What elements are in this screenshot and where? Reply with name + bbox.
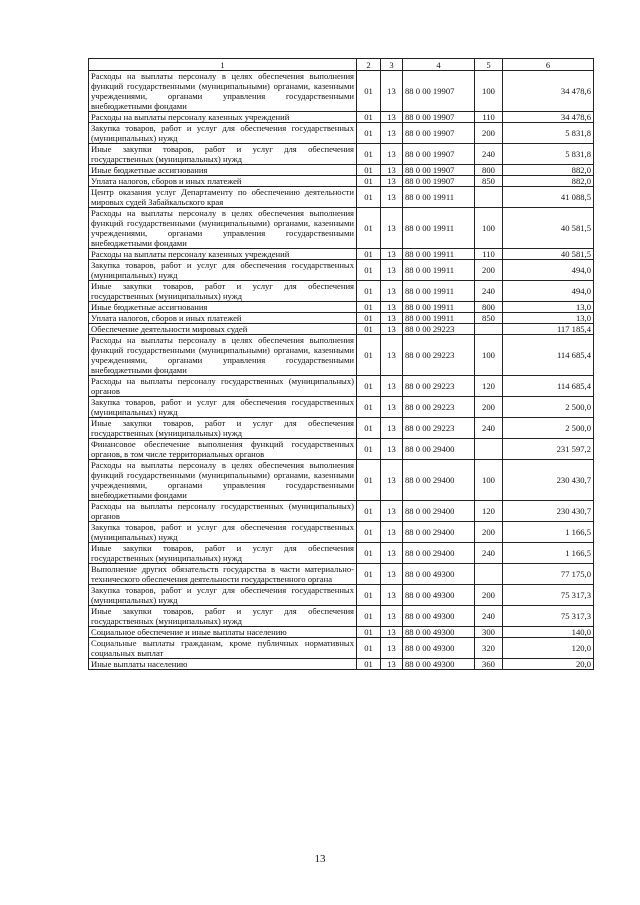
row-section-cell: 01 (357, 335, 381, 376)
row-subsection-cell: 13 (381, 313, 403, 324)
row-name-cell: Расходы на выплаты персоналу в целях обеспечения выполнения функций государственными (муниципальными) органами, казенными учреждениями, органами управления государственными внебюджетными фондами (89, 460, 357, 501)
table-row (89, 397, 594, 418)
row-expense-type-cell (475, 187, 503, 208)
table-row (89, 324, 594, 335)
row-amount-cell: 41 088,5 (503, 187, 594, 208)
row-amount-cell: 882,0 (503, 165, 594, 176)
row-expense-type-cell: 800 (475, 302, 503, 313)
row-subsection-cell: 13 (381, 439, 403, 460)
row-target-item-cell: 88 0 00 19911 (403, 302, 475, 313)
table-row (89, 302, 594, 313)
row-name-cell: Расходы на выплаты персоналу в целях обеспечения выполнения функций государственными (муниципальными) органами, казенными учреждениями, органами управления государственными внебюджетными фондами (89, 71, 357, 112)
row-subsection-cell: 13 (381, 638, 403, 659)
row-target-item-cell: 88 0 00 19911 (403, 281, 475, 302)
row-amount-cell: 494,0 (503, 260, 594, 281)
row-section-cell: 01 (357, 522, 381, 543)
row-subsection-cell: 13 (381, 418, 403, 439)
header-cell-section: 2 (357, 59, 381, 71)
table-row (89, 71, 594, 112)
row-target-item-cell: 88 0 00 49300 (403, 606, 475, 627)
row-subsection-cell: 13 (381, 71, 403, 112)
row-subsection-cell: 13 (381, 376, 403, 397)
row-section-cell: 01 (357, 313, 381, 324)
header-cell-expense-type: 5 (475, 59, 503, 71)
table-row (89, 187, 594, 208)
row-amount-cell: 1 166,5 (503, 543, 594, 564)
row-section-cell: 01 (357, 376, 381, 397)
table-row (89, 564, 594, 585)
row-name-cell: Обеспечение деятельности мировых судей (89, 324, 357, 335)
row-expense-type-cell: 110 (475, 112, 503, 123)
row-section-cell: 01 (357, 324, 381, 335)
row-expense-type-cell: 100 (475, 335, 503, 376)
table-row (89, 439, 594, 460)
row-name-cell: Социальные выплаты гражданам, кроме публичных нормативных социальных выплат (89, 638, 357, 659)
row-section-cell: 01 (357, 418, 381, 439)
row-expense-type-cell: 850 (475, 313, 503, 324)
table-row (89, 260, 594, 281)
row-target-item-cell: 88 0 00 19911 (403, 208, 475, 249)
row-expense-type-cell: 110 (475, 249, 503, 260)
row-section-cell: 01 (357, 501, 381, 522)
row-name-cell: Расходы на выплаты персоналу в целях обеспечения выполнения функций государственными (муниципальными) органами, казенными учреждениями, органами управления государственными внебюджетными фондами (89, 335, 357, 376)
row-subsection-cell: 13 (381, 397, 403, 418)
row-target-item-cell: 88 0 00 19911 (403, 249, 475, 260)
row-section-cell: 01 (357, 659, 381, 670)
row-section-cell: 01 (357, 165, 381, 176)
row-section-cell: 01 (357, 460, 381, 501)
row-subsection-cell: 13 (381, 165, 403, 176)
row-target-item-cell: 88 0 00 19907 (403, 123, 475, 144)
row-amount-cell: 34 478,6 (503, 71, 594, 112)
page-number: 13 (314, 853, 326, 865)
row-name-cell: Иные закупки товаров, работ и услуг для обеспечения государственных (муниципальных) нужд (89, 418, 357, 439)
row-amount-cell: 40 581,5 (503, 249, 594, 260)
row-target-item-cell: 88 0 00 29400 (403, 501, 475, 522)
row-subsection-cell: 13 (381, 123, 403, 144)
row-subsection-cell: 13 (381, 460, 403, 501)
row-target-item-cell: 88 0 00 19907 (403, 176, 475, 187)
table-row (89, 123, 594, 144)
row-subsection-cell: 13 (381, 627, 403, 638)
row-subsection-cell: 13 (381, 249, 403, 260)
row-subsection-cell: 13 (381, 208, 403, 249)
row-name-cell: Закупка товаров, работ и услуг для обеспечения государственных (муниципальных) нужд (89, 123, 357, 144)
row-amount-cell: 494,0 (503, 281, 594, 302)
row-section-cell: 01 (357, 302, 381, 313)
row-amount-cell: 231 597,2 (503, 439, 594, 460)
row-subsection-cell: 13 (381, 543, 403, 564)
row-subsection-cell: 13 (381, 144, 403, 165)
row-target-item-cell: 88 0 00 49300 (403, 627, 475, 638)
row-subsection-cell: 13 (381, 585, 403, 606)
row-name-cell: Выполнение других обязательств государства в части материально-технического обеспечения деятельности государственного органа (89, 564, 357, 585)
row-name-cell: Иные закупки товаров, работ и услуг для обеспечения государственных (муниципальных) нужд (89, 144, 357, 165)
row-target-item-cell: 88 0 00 49300 (403, 659, 475, 670)
row-amount-cell: 75 317,3 (503, 585, 594, 606)
row-subsection-cell: 13 (381, 564, 403, 585)
table-row (89, 606, 594, 627)
row-subsection-cell: 13 (381, 659, 403, 670)
row-target-item-cell: 88 0 00 19907 (403, 165, 475, 176)
row-name-cell: Уплата налогов, сборов и иных платежей (89, 313, 357, 324)
row-target-item-cell: 88 0 00 29400 (403, 460, 475, 501)
row-expense-type-cell: 100 (475, 460, 503, 501)
row-expense-type-cell: 200 (475, 522, 503, 543)
header-cell-target-item: 4 (403, 59, 475, 71)
row-subsection-cell: 13 (381, 187, 403, 208)
row-amount-cell: 2 500,0 (503, 418, 594, 439)
row-amount-cell: 230 430,7 (503, 501, 594, 522)
row-amount-cell: 120,0 (503, 638, 594, 659)
table-row (89, 144, 594, 165)
row-expense-type-cell: 800 (475, 165, 503, 176)
row-name-cell: Иные закупки товаров, работ и услуг для обеспечения государственных (муниципальных) нужд (89, 606, 357, 627)
table-row (89, 627, 594, 638)
row-expense-type-cell: 200 (475, 585, 503, 606)
table-row (89, 543, 594, 564)
header-cell-amount: 6 (503, 59, 594, 71)
table-row (89, 249, 594, 260)
row-section-cell: 01 (357, 260, 381, 281)
row-subsection-cell: 13 (381, 324, 403, 335)
table-body (89, 71, 594, 670)
row-target-item-cell: 88 0 00 49300 (403, 585, 475, 606)
row-section-cell: 01 (357, 543, 381, 564)
table-row (89, 281, 594, 302)
row-section-cell: 01 (357, 71, 381, 112)
row-section-cell: 01 (357, 123, 381, 144)
row-subsection-cell: 13 (381, 176, 403, 187)
row-target-item-cell: 88 0 00 29223 (403, 335, 475, 376)
row-name-cell: Расходы на выплаты персоналу казенных учреждений (89, 249, 357, 260)
header-row (89, 59, 594, 71)
row-name-cell: Иные бюджетные ассигнования (89, 302, 357, 313)
row-section-cell: 01 (357, 564, 381, 585)
row-section-cell: 01 (357, 249, 381, 260)
row-target-item-cell: 88 0 00 29223 (403, 418, 475, 439)
row-name-cell: Иные выплаты населению (89, 659, 357, 670)
row-expense-type-cell: 200 (475, 260, 503, 281)
table-row (89, 313, 594, 324)
row-expense-type-cell: 200 (475, 123, 503, 144)
row-target-item-cell: 88 0 00 19911 (403, 187, 475, 208)
table-row (89, 501, 594, 522)
table-row (89, 522, 594, 543)
table-row (89, 460, 594, 501)
table-row (89, 376, 594, 397)
row-amount-cell: 2 500,0 (503, 397, 594, 418)
row-subsection-cell: 13 (381, 302, 403, 313)
row-name-cell: Социальное обеспечение и иные выплаты населению (89, 627, 357, 638)
row-expense-type-cell: 240 (475, 418, 503, 439)
row-subsection-cell: 13 (381, 281, 403, 302)
row-subsection-cell: 13 (381, 335, 403, 376)
row-section-cell: 01 (357, 144, 381, 165)
table-row (89, 418, 594, 439)
row-name-cell: Закупка товаров, работ и услуг для обеспечения государственных (муниципальных) нужд (89, 585, 357, 606)
row-subsection-cell: 13 (381, 260, 403, 281)
row-name-cell: Уплата налогов, сборов и иных платежей (89, 176, 357, 187)
row-amount-cell: 13,0 (503, 313, 594, 324)
row-name-cell: Расходы на выплаты персоналу казенных учреждений (89, 112, 357, 123)
row-name-cell: Расходы на выплаты персоналу государственных (муниципальных) органов (89, 376, 357, 397)
table-row (89, 659, 594, 670)
row-section-cell: 01 (357, 176, 381, 187)
row-amount-cell: 77 175,0 (503, 564, 594, 585)
row-target-item-cell: 88 0 00 29223 (403, 376, 475, 397)
table-row (89, 176, 594, 187)
row-expense-type-cell: 360 (475, 659, 503, 670)
row-subsection-cell: 13 (381, 522, 403, 543)
row-amount-cell: 140,0 (503, 627, 594, 638)
row-target-item-cell: 88 0 00 19907 (403, 71, 475, 112)
row-expense-type-cell (475, 324, 503, 335)
row-expense-type-cell: 100 (475, 71, 503, 112)
row-section-cell: 01 (357, 281, 381, 302)
row-subsection-cell: 13 (381, 112, 403, 123)
row-target-item-cell: 88 0 00 19911 (403, 260, 475, 281)
row-target-item-cell: 88 0 00 19911 (403, 313, 475, 324)
row-expense-type-cell (475, 439, 503, 460)
table-row (89, 638, 594, 659)
row-name-cell: Закупка товаров, работ и услуг для обеспечения государственных (муниципальных) нужд (89, 260, 357, 281)
row-expense-type-cell: 240 (475, 281, 503, 302)
row-name-cell: Иные бюджетные ассигнования (89, 165, 357, 176)
row-expense-type-cell: 200 (475, 397, 503, 418)
row-expense-type-cell: 100 (475, 208, 503, 249)
row-expense-type-cell: 320 (475, 638, 503, 659)
row-target-item-cell: 88 0 00 29400 (403, 543, 475, 564)
row-section-cell: 01 (357, 585, 381, 606)
row-target-item-cell: 88 0 00 49300 (403, 564, 475, 585)
row-amount-cell: 13,0 (503, 302, 594, 313)
row-subsection-cell: 13 (381, 501, 403, 522)
row-target-item-cell: 88 0 00 29223 (403, 324, 475, 335)
header-cell-name: 1 (89, 59, 357, 71)
row-name-cell: Иные закупки товаров, работ и услуг для обеспечения государственных (муниципальных) нужд (89, 543, 357, 564)
row-amount-cell: 1 166,5 (503, 522, 594, 543)
table-row (89, 165, 594, 176)
table-header (89, 59, 594, 71)
table-row (89, 585, 594, 606)
row-name-cell: Финансовое обеспечение выполнения функций государственных органов, в том числе территориальных органов (89, 439, 357, 460)
row-amount-cell: 40 581,5 (503, 208, 594, 249)
row-subsection-cell: 13 (381, 606, 403, 627)
row-name-cell: Центр оказания услуг Департаменту по обеспечению деятельности мировых судей Забайкальского края (89, 187, 357, 208)
row-name-cell: Закупка товаров, работ и услуг для обеспечения государственных (муниципальных) нужд (89, 397, 357, 418)
header-cell-subsection: 3 (381, 59, 403, 71)
row-amount-cell: 5 831,8 (503, 123, 594, 144)
row-section-cell: 01 (357, 606, 381, 627)
row-name-cell: Закупка товаров, работ и услуг для обеспечения государственных (муниципальных) нужд (89, 522, 357, 543)
row-section-cell: 01 (357, 638, 381, 659)
row-amount-cell: 882,0 (503, 176, 594, 187)
budget-table (88, 58, 594, 670)
row-amount-cell: 5 831,8 (503, 144, 594, 165)
row-amount-cell: 117 185,4 (503, 324, 594, 335)
row-expense-type-cell: 240 (475, 543, 503, 564)
row-expense-type-cell: 120 (475, 501, 503, 522)
row-expense-type-cell: 240 (475, 606, 503, 627)
table-row (89, 335, 594, 376)
row-amount-cell: 230 430,7 (503, 460, 594, 501)
row-target-item-cell: 88 0 00 29223 (403, 397, 475, 418)
row-name-cell: Иные закупки товаров, работ и услуг для обеспечения государственных (муниципальных) нужд (89, 281, 357, 302)
row-expense-type-cell: 240 (475, 144, 503, 165)
row-name-cell: Расходы на выплаты персоналу в целях обеспечения выполнения функций государственными (муниципальными) органами, казенными учреждениями, органами управления государственными внебюджетными фондами (89, 208, 357, 249)
row-section-cell: 01 (357, 397, 381, 418)
row-amount-cell: 20,0 (503, 659, 594, 670)
row-section-cell: 01 (357, 208, 381, 249)
row-amount-cell: 114 685,4 (503, 335, 594, 376)
row-target-item-cell: 88 0 00 49300 (403, 638, 475, 659)
row-section-cell: 01 (357, 439, 381, 460)
row-section-cell: 01 (357, 187, 381, 208)
row-amount-cell: 114 685,4 (503, 376, 594, 397)
row-name-cell: Расходы на выплаты персоналу государственных (муниципальных) органов (89, 501, 357, 522)
row-target-item-cell: 88 0 00 29400 (403, 522, 475, 543)
row-target-item-cell: 88 0 00 19907 (403, 112, 475, 123)
table-row (89, 112, 594, 123)
row-target-item-cell: 88 0 00 29400 (403, 439, 475, 460)
row-expense-type-cell: 300 (475, 627, 503, 638)
row-expense-type-cell: 120 (475, 376, 503, 397)
row-section-cell: 01 (357, 112, 381, 123)
row-amount-cell: 75 317,3 (503, 606, 594, 627)
table-row (89, 208, 594, 249)
row-expense-type-cell (475, 564, 503, 585)
row-target-item-cell: 88 0 00 19907 (403, 144, 475, 165)
row-section-cell: 01 (357, 627, 381, 638)
row-expense-type-cell: 850 (475, 176, 503, 187)
row-amount-cell: 34 478,6 (503, 112, 594, 123)
